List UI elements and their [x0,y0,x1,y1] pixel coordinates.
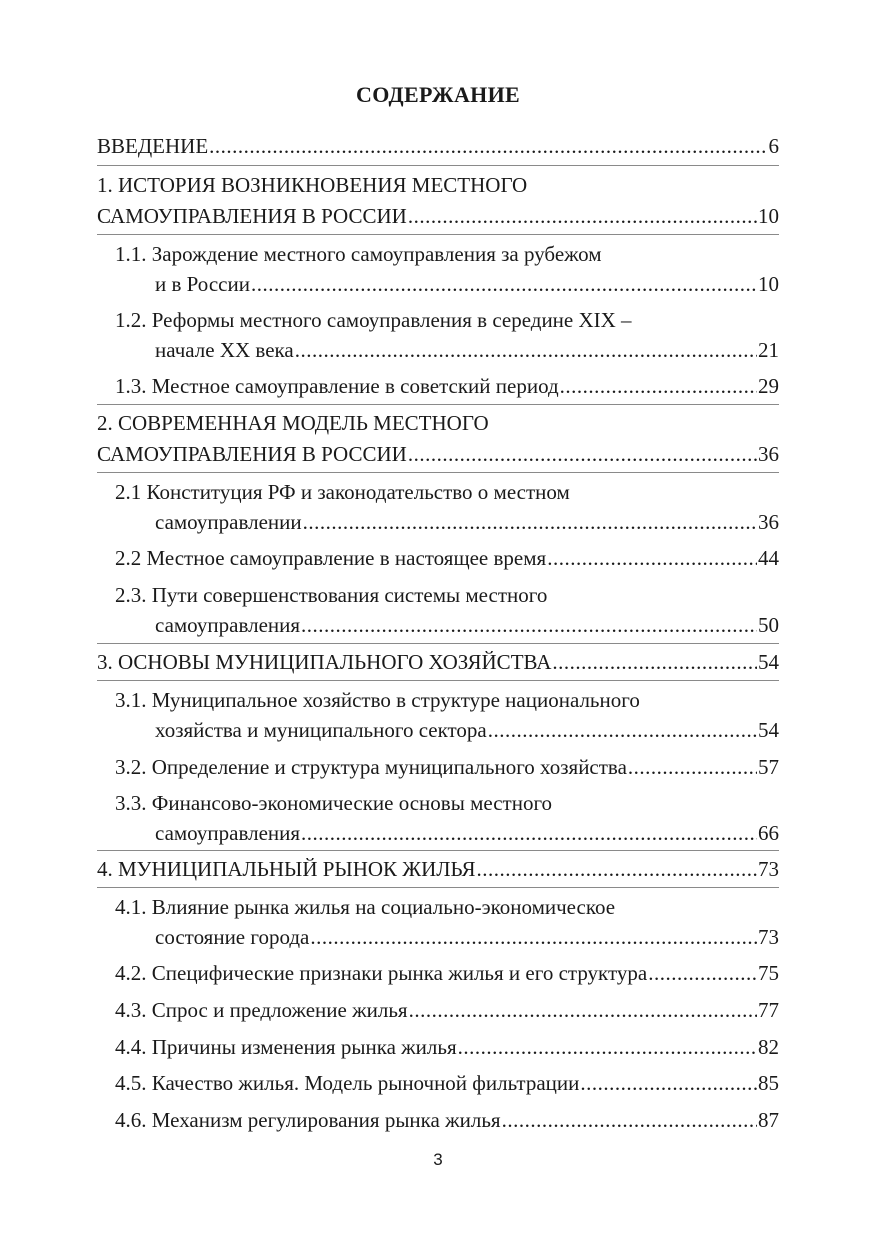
toc-entry-label: 4.5. Качество жилья. Модель рыночной фильтрации [115,1071,580,1095]
toc-entry-label: самоуправления [155,613,301,637]
toc-entry-label: самоуправления [155,821,301,845]
toc-entry-label: 3.2. Определение и структура муниципального хозяйства [115,755,627,779]
toc-entry-section-4-4[interactable] [115,1032,779,1062]
toc-entry-label: ВВЕДЕНИЕ [97,134,209,158]
toc-chapter-1-heading: 1. ИСТОРИЯ ВОЗНИКНОВЕНИЯ МЕСТНОГО [97,173,528,197]
dot-leader [547,543,757,573]
dot-leader [301,610,757,640]
dot-leader [502,1105,757,1135]
toc-entry-section-2-3[interactable] [155,610,779,640]
toc-entry-section-3-3[interactable] [155,818,779,848]
dot-leader [476,854,757,884]
dot-leader [580,1068,757,1098]
toc-entry-label: начале XX века [155,338,294,362]
separator-line [97,850,779,851]
separator-line [97,680,779,681]
separator-line [97,472,779,473]
toc-entry-label: и в России [155,272,250,296]
toc-page-number: 50 [758,613,779,637]
toc-entry-section-2-2[interactable] [115,543,779,573]
dot-leader [628,752,757,782]
dot-leader [458,1032,757,1062]
toc-page-number: 73 [758,925,779,949]
toc-page-number: 29 [758,374,779,398]
toc-page-number: 66 [758,821,779,845]
toc-entry-chapter-4[interactable] [97,854,779,884]
toc-entry-section-1-2[interactable] [155,335,779,365]
toc-entry-label: 4.6. Механизм регулирования рынка жилья [115,1108,501,1132]
toc-entry-label: 4.2. Специфические признаки рынка жилья и его структура [115,961,648,985]
toc-entry-section-1-3[interactable] [115,371,779,401]
toc-page-number: 73 [758,857,779,881]
toc-section-1-2-heading: 1.2. Реформы местного самоуправления в середине XIX – [115,308,632,332]
separator-line [97,234,779,235]
dot-leader [295,335,757,365]
separator-line [97,165,779,166]
dot-leader [409,995,757,1025]
toc-page-number: 85 [758,1071,779,1095]
toc-entry-section-1-1[interactable] [155,269,779,299]
toc-section-1-1-heading: 1.1. Зарождение местного самоуправления за рубежом [115,242,602,266]
toc-page-number: 21 [758,338,779,362]
toc-page-number: 87 [758,1108,779,1132]
toc-page-number: 44 [758,546,779,570]
dot-leader [552,647,757,677]
dot-leader [303,507,757,537]
toc-entry-label: самоуправлении [155,510,302,534]
toc-page-number: 77 [758,998,779,1022]
toc-entry-section-4-6[interactable] [115,1105,779,1135]
toc-entry-label: состояние города [155,925,310,949]
toc-entry-label: 4. МУНИЦИПАЛЬНЫЙ РЫНОК ЖИЛЬЯ [97,857,476,881]
toc-page-number: 54 [758,718,779,742]
toc-page-number: 36 [758,510,779,534]
dot-leader [488,715,757,745]
toc-entry-section-3-1[interactable] [155,715,779,745]
toc-entry-label: 4.3. Спрос и предложение жилья [115,998,408,1022]
toc-page-number: 10 [758,272,779,296]
toc-entry-section-4-2[interactable] [115,958,779,988]
separator-line [97,887,779,888]
toc-entry-label: 4.4. Причины изменения рынка жилья [115,1035,457,1059]
dot-leader [301,818,757,848]
toc-page-number: 36 [758,442,779,466]
toc-entry-section-4-3[interactable] [115,995,779,1025]
toc-entry-section-3-2[interactable] [115,752,779,782]
separator-line [97,643,779,644]
dot-leader [251,269,757,299]
toc-page-number: 82 [758,1035,779,1059]
toc-title: СОДЕРЖАНИЕ [356,82,520,107]
toc-section-3-3-heading: 3.3. Финансово-экономические основы местного [115,791,553,815]
toc-entry-label: САМОУПРАВЛЕНИЯ В РОССИИ [97,204,407,228]
toc-entry-section-4-5[interactable] [115,1068,779,1098]
toc-entry-label: 1.3. Местное самоуправление в советский период [115,374,559,398]
separator-line [97,404,779,405]
toc-section-3-1-heading: 3.1. Муниципальное хозяйство в структуре национального [115,688,640,712]
dot-leader [648,958,757,988]
toc-chapter-2-heading: 2. СОВРЕМЕННАЯ МОДЕЛЬ МЕСТНОГО [97,411,489,435]
toc-entry-chapter-1[interactable] [97,201,779,231]
toc-entry-label: 3. ОСНОВЫ МУНИЦИПАЛЬНОГО ХОЗЯЙСТВА [97,650,552,674]
toc-entry-section-2-1[interactable] [155,507,779,537]
toc-page-number: 10 [758,204,779,228]
page-number: 3 [433,1150,443,1169]
dot-leader [560,371,757,401]
dot-leader [209,131,767,161]
toc-entry-label: САМОУПРАВЛЕНИЯ В РОССИИ [97,442,407,466]
toc-entry-section-4-1[interactable] [155,922,779,952]
toc-entry-chapter-3[interactable] [97,647,779,677]
toc-section-2-3-heading: 2.3. Пути совершенствования системы местного [115,583,548,607]
toc-page-number: 75 [758,961,779,985]
toc-entry-introduction[interactable] [97,131,779,161]
toc-page-number: 54 [758,650,779,674]
dot-leader [310,922,757,952]
toc-section-4-1-heading: 4.1. Влияние рынка жилья на социально-экономическое [115,895,616,919]
toc-page-number: 6 [768,134,779,158]
toc-entry-label: 2.2 Местное самоуправление в настоящее время [115,546,547,570]
toc-page-number: 57 [758,755,779,779]
toc-entry-label: хозяйства и муниципального сектора [155,718,487,742]
dot-leader [408,439,757,469]
dot-leader [408,201,757,231]
toc-section-2-1-heading: 2.1 Конституция РФ и законодательство о местном [115,480,570,504]
toc-entry-chapter-2[interactable] [97,439,779,469]
